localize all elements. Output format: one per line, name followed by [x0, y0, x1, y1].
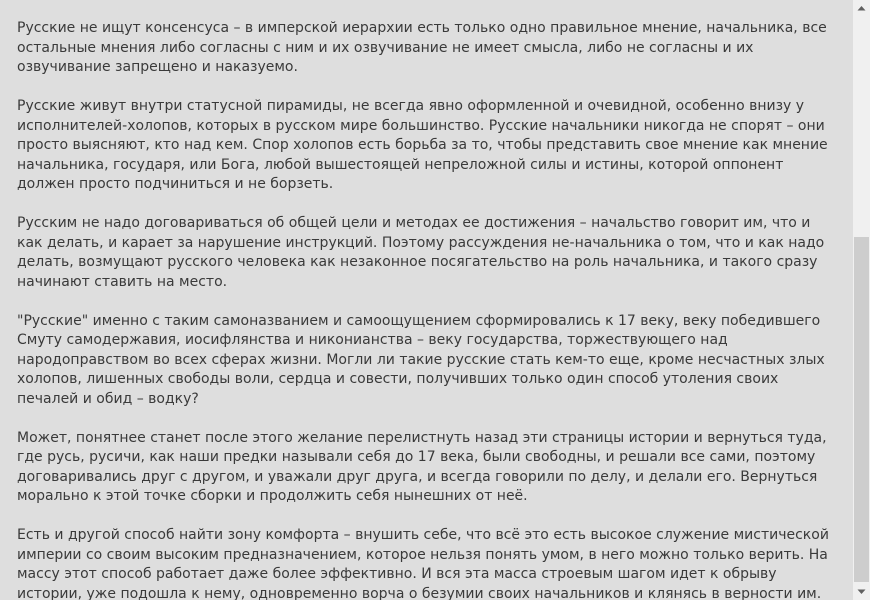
paragraph: Русские живут внутри статусной пирамиды, не всегда явно оформленной и очевидной, особенно внизу у исполнителей-холопов, которых в русском мире большинство. Русские начальники никогда не спорят – они просто выясняют, кто над кем. Спор холопов есть борьба за то, чтобы представить свое мнение как мнение начальника, государя, или Бога, любой вышестоящей непреложной силы и истины, которой оппонент должен просто подчиниться и не борзеть.	[17, 98, 828, 192]
article-body	[17, 19, 837, 600]
scroll-thumb[interactable]	[854, 237, 869, 582]
scroll-up-button[interactable]	[853, 0, 870, 17]
paragraph: Может, понятнее станет после этого желание перелистнуть назад эти страницы истории и вернуться туда, где русь, русичи, как наши предки называли себя до 17 века, были свободны, и решали все сами, поэтому договаривались друг с другом, и уважали друг друга, и всегда говорили по делу, и делали его. Вернуться морально к этой точке сборки и продолжить себя нынешних от неё.	[17, 429, 827, 504]
triangle-down-icon	[853, 583, 870, 600]
paragraph: Русским не надо договариваться об общей цели и методах ее достижения – начальство говорит им, что и как делать, и карает за нарушение инструкций. Поэтому рассуждения не-начальника о том, что и как надо делать, возмущают русского человека как незаконное посягательство на роль начальника, и такого сразу начинают ставить на место.	[17, 215, 825, 290]
paragraph: Есть и другой способ найти зону комфорта – внушить себе, что всё это есть высокое служение мистической империи со своим высоким предназначением, которое нельзя понять умом, в него можно только верить. На массу этот способ работает даже более эффективно. И вся эта масса строевым шагом идет к обрыву истории, уже подошла к нему, одновременно ворча о безумии своих начальников и клянясь в верности им.	[17, 527, 829, 600]
triangle-up-icon	[853, 0, 870, 17]
vertical-scrollbar[interactable]	[853, 0, 870, 600]
paragraph: "Русские" именно с таким самоназванием и самоощущением сформировались к 17 веку, веку победившего Смуту самодержавия, иосифлянства и никонианства – веку государства, торжествующего над народоправством во всех сферах жизни. Могли ли такие русские стать кем-то еще, кроме несчастных злых холопов, лишенных свободы воли, сердца и совести, получивших только один способ утоления своих печалей и обид – водку?	[17, 312, 825, 407]
scroll-down-button[interactable]	[853, 583, 870, 600]
paragraph: Русские не ищут консенсуса – в имперской иерархии есть только одно правильное мнение, начальника, все остальные мнения либо согласны с ним и их озвучивание не имеет смысла, либо не согласны и их озвучивание запрещено и наказуемо.	[17, 20, 827, 75]
